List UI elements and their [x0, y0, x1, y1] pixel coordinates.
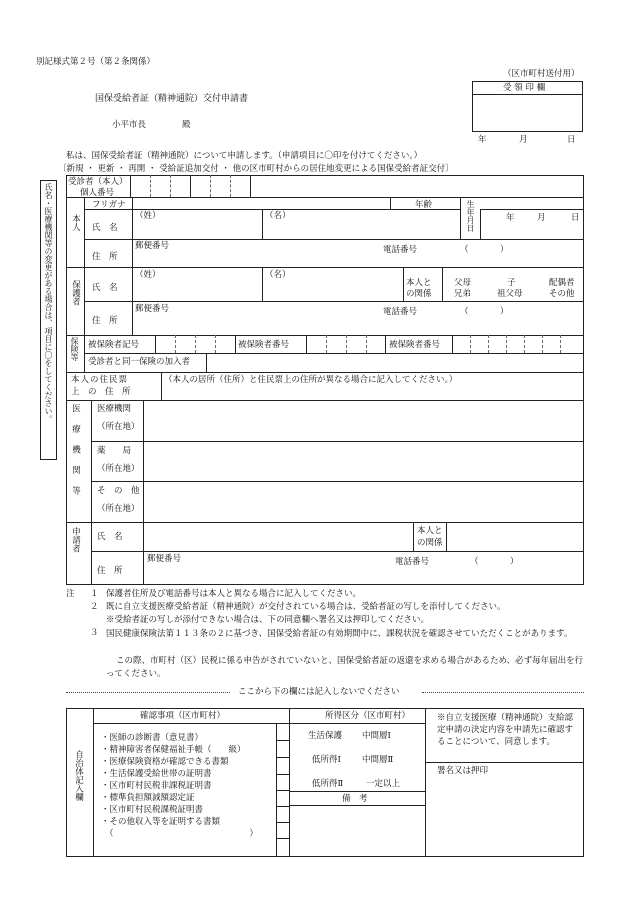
recipient-number-label-2: 個人番号 — [80, 188, 115, 198]
relation-option-parents[interactable]: 父母 — [454, 278, 472, 288]
remarks-field[interactable] — [291, 806, 423, 855]
date-month: 月 — [519, 135, 528, 145]
note-3-num: ３ — [90, 628, 99, 638]
note-2-num: ２ — [90, 602, 99, 612]
self-phone-label: 電話番号 — [383, 245, 418, 255]
insured-number-label: 被保険者番号 — [238, 340, 290, 350]
self-phone-open: （ — [460, 245, 469, 255]
applicant-name-field[interactable] — [145, 524, 411, 550]
confirm-item-8: （ ） — [105, 829, 259, 839]
relation-option-other[interactable]: その他 — [549, 289, 575, 299]
applicant-address-label: 住 所 — [97, 566, 123, 576]
guardian-section-label: 保護者 — [70, 280, 81, 306]
pharmacy-field[interactable] — [145, 442, 583, 480]
guardian-postal-label: 郵便番号 — [135, 304, 170, 314]
same-insurance-label: 受診者と同一保険の加入者 — [88, 357, 191, 367]
applicant-phone-close: ） — [510, 557, 519, 567]
receipt-stamp-label: 受 領 印 欄 — [503, 83, 546, 93]
birth-year: 年 — [506, 213, 515, 223]
confirm-item-6: ・区市町村民税課税証明書 — [101, 805, 204, 815]
self-address-label: 住 所 — [92, 252, 118, 262]
insured-symbol-label: 被保険者番号 — [389, 340, 441, 350]
notes-prefix: 注 — [66, 589, 75, 599]
resident-address-label-2: 上 の 住 所 — [71, 387, 131, 397]
guardian-address-label: 住 所 — [92, 316, 118, 326]
other-facility-field[interactable] — [145, 482, 583, 521]
guardian-surname-label: （姓） — [135, 270, 161, 280]
applicant-name-label: 氏 名 — [97, 532, 123, 542]
hospital-location-label: （所在地） — [97, 422, 140, 432]
applicant-section-label: 申請者 — [70, 527, 81, 553]
addressee: 小平市長 — [112, 120, 147, 130]
date-year: 年 — [478, 135, 487, 145]
other-facility-label: そ の 他 — [97, 486, 140, 496]
guardian-phone-open: （ — [460, 307, 469, 317]
self-surname-label: （姓） — [135, 211, 161, 221]
self-given-label: （名） — [265, 211, 291, 221]
pharmacy-location-label: （所在地） — [97, 464, 140, 474]
side-note: 氏名・医療機関等の変更がある場合は、項目に〇をしてください。 — [44, 183, 53, 423]
applicant-phone-open: （ — [470, 557, 479, 567]
relation-option-siblings[interactable]: 兄弟 — [454, 289, 472, 299]
resident-address-note: （本人の居所（住所）と住民票上の住所が異なる場合に記入してください。） — [164, 375, 458, 385]
confirm-item-7: ・その他収入等を証明する書類 — [101, 817, 221, 827]
confirm-item-2: ・医療保険資格が確認できる書類 — [101, 757, 229, 767]
relation-label: 本人と — [406, 278, 432, 288]
hospital-label: 医療機関 — [97, 404, 132, 414]
income-welfare[interactable]: 生活保護 — [308, 731, 343, 741]
medical-section-label: 医療機関等 — [70, 404, 81, 507]
resident-address-label: 本人の住民票 — [71, 375, 129, 385]
applicant-address-field[interactable] — [145, 565, 583, 584]
applicant-relation-label-2: の関係 — [417, 538, 443, 548]
relation-option-spouse[interactable]: 配偶者 — [549, 278, 575, 288]
insurance-section-label: 保険等 — [70, 337, 79, 361]
age-label: 年齢 — [415, 200, 433, 210]
guardian-address-field[interactable] — [133, 316, 583, 334]
other-location-label: （所在地） — [97, 504, 140, 514]
note-2-sub: ※受給者証の写しが添付できない場合は、下の同意欄へ署名又は押印してください。 — [106, 615, 430, 625]
relation-option-child[interactable]: 子 — [507, 278, 516, 288]
self-section-label: 本人 — [70, 214, 81, 231]
signature-label: 署名又は押印 — [437, 766, 489, 776]
applicant-relation-label: 本人と — [417, 526, 443, 536]
birth-month: 月 — [537, 213, 546, 223]
guardian-name-label: 氏 名 — [92, 283, 118, 293]
confirm-header: 確認事項（区市町村） — [140, 711, 226, 721]
application-types[interactable]: 〔新規 ・ 更新 ・ 再開 ・ 受給証追加交付 ・ 他の区市町村からの居住地変更による国保受給者証交付〕 — [58, 164, 454, 174]
income-low-1[interactable]: 低所得Ⅰ — [312, 755, 341, 765]
delivery-note: （区市町村送付用） — [503, 69, 580, 79]
confirm-item-4: ・区市町村民税非課税証明書 — [101, 781, 212, 791]
confirm-item-1: ・精神障害者保健福祉手帳（ 級） — [101, 745, 246, 755]
applicant-postal-label: 郵便番号 — [147, 554, 182, 564]
applicant-phone-label: 電話番号 — [395, 557, 430, 567]
divider-text: ここから下の欄には記入しないでください — [238, 687, 400, 697]
form-title: 国保受給者証（精神通院）交付申請書 — [95, 94, 249, 104]
confirm-item-0: ・医師の診断書（意見書） — [101, 733, 204, 743]
signature-field[interactable] — [427, 778, 582, 855]
remarks-label: 備 考 — [342, 794, 368, 804]
furigana-label: フリガナ — [92, 200, 126, 210]
intro-statement: 私は、国保受給者証（精神通院）について申請します。（申請項目に〇印を付けてください。） — [66, 151, 423, 161]
individual-number-field[interactable] — [131, 176, 249, 196]
birthdate-label: 生年月日 — [466, 200, 475, 232]
note-1-num: １ — [90, 589, 99, 599]
office-use-label: 自治体記入欄 — [73, 750, 84, 801]
note-2: 既に自立支援医療受給者証（精神通院）が交付されている場合は、受給者証の写しを添付してください。 — [106, 602, 506, 612]
consent-text: ※自立支援医療（精神通院）支給認定申請の決定内容を申請先に確認することについて、同意します。 — [437, 713, 574, 747]
note-1: 保護者住所及び電話番号は本人と異なる場合に記入してください。 — [106, 589, 362, 599]
self-name-label: 氏 名 — [92, 223, 118, 233]
confirm-item-5: ・標準負担額減額認定証 — [101, 793, 195, 803]
income-above[interactable]: 一定以上 — [366, 779, 401, 789]
relation-label-2: の関係 — [406, 289, 432, 299]
income-middle-1[interactable]: 中間層Ⅰ — [362, 731, 391, 741]
honorific: 殿 — [182, 120, 191, 130]
birth-day: 日 — [571, 213, 580, 223]
date-day: 日 — [567, 135, 576, 145]
recipient-number-label: 受診者（本人） — [68, 177, 128, 187]
self-name-field[interactable] — [133, 220, 459, 238]
insurer-symbol-label: 被保険者記号 — [88, 340, 140, 350]
self-address-field[interactable] — [133, 251, 583, 266]
relation-option-grandparents[interactable]: 祖父母 — [497, 289, 523, 299]
confirm-item-3: ・生活保護受給世帯の証明書 — [101, 769, 212, 779]
resident-address-field[interactable] — [163, 386, 583, 399]
income-middle-2[interactable]: 中間層Ⅱ — [362, 755, 394, 765]
pharmacy-label: 薬 局 — [97, 446, 132, 456]
income-low-2[interactable]: 低所得Ⅱ — [312, 779, 344, 789]
hospital-field[interactable] — [145, 401, 583, 440]
self-postal-label: 郵便番号 — [135, 241, 170, 251]
note-3: 国民健康保険法第１１３条の２に基づき、国保受給者証の有効期間中に、課税状況を確認させていただくことがあります。 — [106, 629, 573, 639]
form-number: 別記様式第２号（第２条関係） — [36, 57, 156, 67]
guardian-phone-close: ） — [500, 307, 509, 317]
self-phone-close: ） — [500, 245, 509, 255]
income-header: 所得区分（区市町村） — [325, 711, 411, 721]
guardian-phone-label: 電話番号 — [383, 307, 418, 317]
guardian-name-field[interactable] — [133, 282, 401, 300]
guardian-given-label: （名） — [265, 270, 291, 280]
note-3-sub: この際、市町村（区）民税に係る申告がされていないと、国保受給者証の返還を求める場合があるため、必ず毎年届出を行ってください。 — [106, 656, 584, 679]
